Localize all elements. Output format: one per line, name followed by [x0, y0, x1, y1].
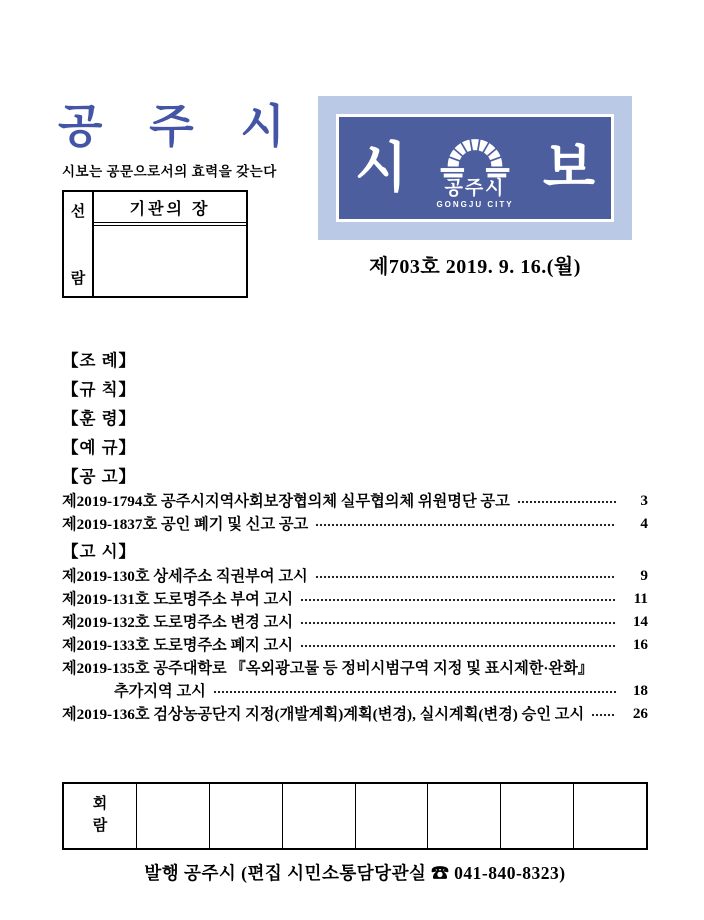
- phone-icon: ☎: [431, 863, 450, 883]
- toc-entry-label: 제2019-1794호 공주시지역사회보장협의체 실무협의체 위원명단 공고: [62, 493, 510, 510]
- arch-icon: [427, 129, 523, 179]
- circulation-label-bottom: 람: [92, 818, 108, 834]
- institution-head-header: 기관의 장: [94, 192, 246, 226]
- circulation-empty-cell: [283, 784, 356, 848]
- toc-entry-label: 추가지역 고시: [114, 683, 206, 700]
- publisher-footer: [62, 860, 648, 885]
- circulation-empty-cell: [356, 784, 429, 848]
- toc-page-number: 26: [632, 704, 648, 722]
- toc-page-number: 16: [632, 635, 648, 653]
- toc-entry: [62, 702, 648, 725]
- toc-page-number: 11: [633, 589, 648, 607]
- approval-side-label: [64, 192, 94, 296]
- toc-entry-label: 제2019-133호 도로명주소 폐지 고시: [62, 637, 293, 654]
- toc-entry: [62, 512, 648, 535]
- logo-char-si: 시: [355, 138, 408, 198]
- dotted-leader: [315, 570, 616, 584]
- toc-page-number: 9: [640, 566, 648, 584]
- toc-entry: [62, 564, 648, 587]
- toc-page-number: 4: [640, 514, 648, 532]
- logo-char-bo: 보: [542, 138, 595, 198]
- approval-side-top: 선: [70, 204, 86, 220]
- toc-entry-label: 제2019-135호 공주대학로 『옥외광고물 등 정비시범구역 지정 및 표시제한·완화』: [62, 660, 594, 677]
- circulation-empty-cell: [137, 784, 210, 848]
- approval-table: [62, 190, 248, 298]
- page-title: 공 주 시: [58, 100, 287, 152]
- toc-entry: [62, 610, 648, 633]
- logo-city-name-en: GONGJU CITY: [436, 200, 514, 210]
- toc-page-number: 3: [640, 491, 648, 509]
- toc-entry: [62, 633, 648, 656]
- gazette-logo: [318, 96, 632, 240]
- toc-section-established-rule: 【예 규】: [62, 437, 137, 457]
- approval-main: [94, 192, 246, 296]
- gazette-tagline: 시보는 공문으로서의 효력을 갖는다: [62, 164, 277, 179]
- dotted-leader: [591, 708, 616, 722]
- circulation-empty-cell: [501, 784, 574, 848]
- dotted-leader: [300, 616, 616, 630]
- toc-page-number: 14: [632, 612, 648, 630]
- circulation-label-cell: [64, 784, 137, 848]
- dotted-leader: [300, 593, 616, 607]
- toc-entry: [62, 489, 648, 512]
- circulation-label-top: 회: [92, 796, 108, 813]
- dotted-leader: [315, 518, 616, 532]
- toc-entry-label: 제2019-136호 검상농공단지 지정(개발계획)계획(변경), 실시계획(변경) 승인 고시: [62, 706, 585, 723]
- circulation-empty-cell: [428, 784, 501, 848]
- circulation-table: [62, 782, 648, 850]
- circulation-empty-cell: [210, 784, 283, 848]
- logo-center: [427, 129, 523, 210]
- approval-side-bottom: 람: [70, 271, 86, 287]
- toc-entry-continuation: [62, 679, 648, 702]
- approval-signature-area: [94, 226, 246, 296]
- footer-phone-number: 041-840-8323): [454, 863, 566, 883]
- gazette-logo-inner: [336, 114, 614, 222]
- toc-entry-label: 제2019-131호 도로명주소 부여 고시: [62, 591, 293, 608]
- toc-entry-label: 제2019-1837호 공인 폐기 및 신고 공고: [62, 516, 309, 533]
- toc-entry: [62, 656, 648, 679]
- toc-section-public-notice: 【공 고】: [62, 466, 137, 486]
- issue-number-date: 제703호 2019. 9. 16.(월): [369, 256, 581, 278]
- logo-city-name: 공주시: [444, 178, 506, 200]
- toc-section-notification: 【고 시】: [62, 541, 137, 561]
- dotted-leader: [213, 685, 616, 699]
- table-of-contents: [62, 344, 648, 725]
- toc-entry-label: 제2019-132호 도로명주소 변경 고시: [62, 614, 293, 631]
- toc-entry: [62, 587, 648, 610]
- circulation-empty-cell: [574, 784, 646, 848]
- toc-entry-label: 제2019-130호 상세주소 직권부여 고시: [62, 568, 308, 585]
- toc-page-number: 18: [632, 681, 648, 699]
- dotted-leader: [517, 495, 616, 509]
- footer-prefix: 발행 공주시 (편집 시민소통담당관실: [144, 863, 427, 883]
- toc-section-directive: 【훈 령】: [62, 408, 137, 428]
- toc-section-ordinance: 【조 례】: [62, 350, 137, 370]
- dotted-leader: [300, 639, 616, 653]
- toc-section-rule: 【규 칙】: [62, 379, 137, 399]
